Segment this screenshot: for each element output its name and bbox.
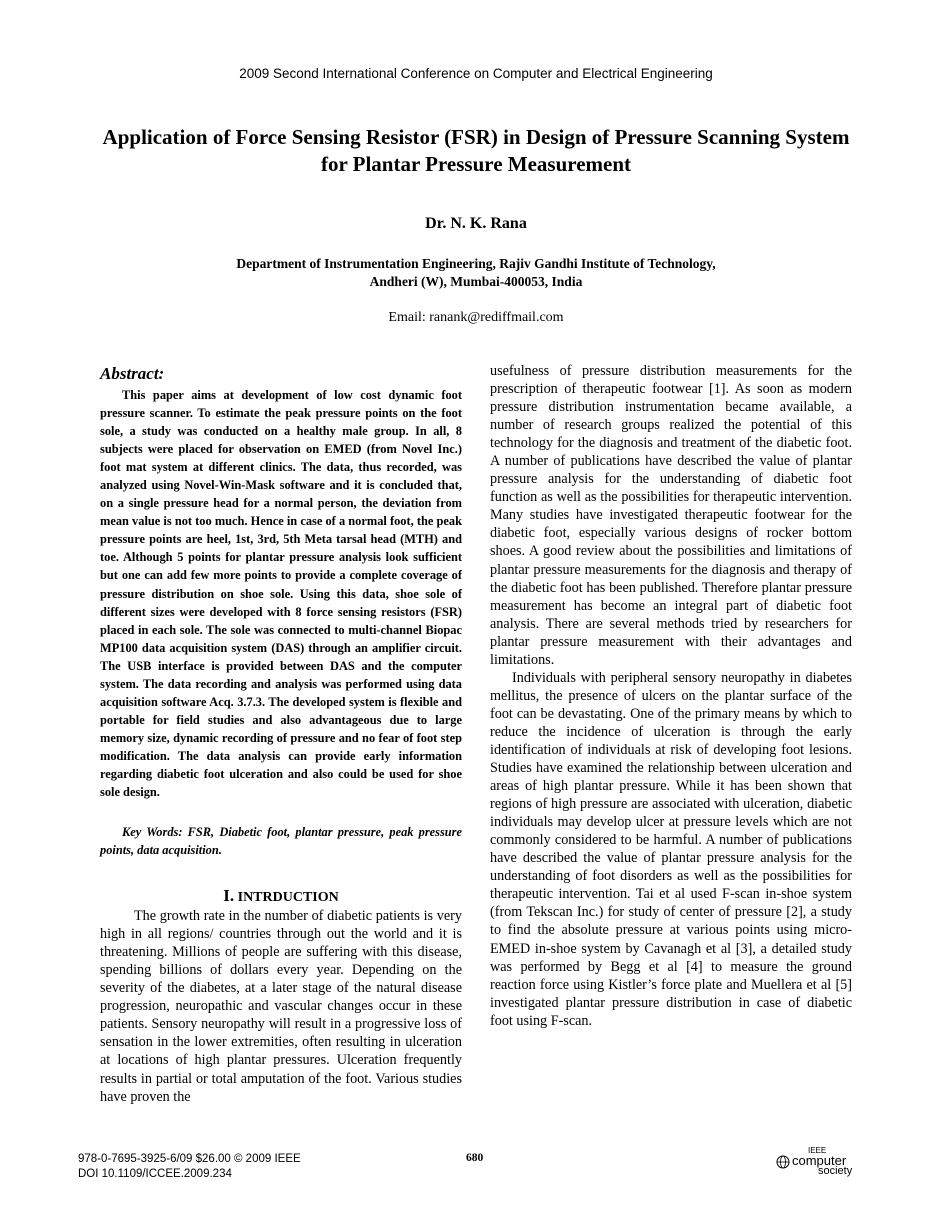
- section-numeral: I.: [223, 886, 235, 906]
- abstract-text: This paper aims at development of low cost dynamic foot pressure scanner. To estimate the peak pressure points on the foot sole, a study was conducted on a healthy male group. In all, 8 subjects were placed for observation on EMED (from Novel Inc.) foot mat system at different clinics. The data, thus recorded, was analyzed using Novel-Win-Mask software and it is concluded that, on a single pressure head for a normal person, the deviation from mean value is not too much. Hence in case of a normal foot, the peak pressure points are heel, 1st, 3rd, 5th Meta tarsal head (MTH) and toe. Although 5 points for plantar pressure analysis look sufficient but one can add few more points to provide a complete coverage of pressure distribution on shoe sole. Using this data, shoe sole of different sizes were developed with 8 force sensing resistors (FSR) placed in each sole. The sole was connected to multi-channel Biopac MP100 data acquisition system (DAS) through an amplifier circuit. The USB interface is provided between DAS and the computer system. The data recording and analysis was performed using data acquisition software Acq. 3.7.3. The developed system is flexible and portable for field studies and also advantageous due to large memory size, dynamic recording of pressure and no fear of foot step modification. The data analysis can provide early information regarding diabetic foot ulceration and also could be used for shoe sole design.: [100, 388, 462, 800]
- logo-ieee-text: IEEE: [808, 1146, 827, 1155]
- keywords: Key Words: FSR, Diabetic foot, plantar pressure, peak pressure points, data acquisition.: [100, 825, 462, 858]
- affiliation: [150, 255, 802, 291]
- left-column: [100, 364, 462, 1106]
- affiliation-line-1: Department of Instrumentation Engineering, Rajiv Gandhi Institute of Technology,: [236, 256, 716, 271]
- author-email: Email: ranank@rediffmail.com: [388, 310, 564, 325]
- footer-isbn: 978-0-7695-3925-6/09 $26.00 © 2009 IEEE: [78, 1153, 301, 1165]
- paper-title: Application of Force Sensing Resistor (FSR) in Design of Pressure Scanning System for Plantar Pressure Measurement: [102, 125, 850, 176]
- page-number: 680: [466, 1152, 484, 1164]
- right-column: [490, 362, 852, 1030]
- intro-paragraph-2: Individuals with peripheral sensory neuropathy in diabetes mellitus, the presence of ulcers on the plantar surface of the foot can be devastating. One of the primary means by which to reduce the incidence of ulceration is through the early identification of individuals at risk of developing foot lesions. Studies have examined the relationship between ulceration and areas of high plantar pressure. While it has been shown that regions of high pressure are associated with ulceration, diabetic individuals may develop ulcer at pressure levels which are not commonly considered to be harmful. A number of publications have described the value of plantar pressure analysis for the understanding of foot disorders as well as the possibilities for therapeutic intervention. Tai et al used F-scan in-shoe system (from Tekscan Inc.) for study of center of pressure [2], a study to find the absolute pressure at various points using micro-EMED in-shoe system by Cavanagh et al [3], a detailed study was performed by Begg et al [4] to measure the ground reaction force using Kistler’s force plate and Muellera et al [5] investigated plantar pressure distribution in case of diabetic foot using F-scan.: [490, 669, 852, 1029]
- logo-computer-text: computer: [792, 1153, 847, 1168]
- section-title: INTRDUCTION: [237, 890, 339, 906]
- footer-publication-info: [78, 1152, 301, 1182]
- intro-paragraph-continued: usefulness of pressure distribution measurements for the prescription of therapeutic footwear [1]. As soon as modern pressure distribution instrumentation became available, a number of research groups realized the potential of this technology for the diagnosis and treatment of the diabetic foot. A number of publications have described the value of plantar pressure analysis for the understanding of diabetic foot function as well as the possibilities for therapeutic intervention. Many studies have investigated therapeutic footwear for the diabetic foot, especially various designs of rocker bottom shoes. A good review about the possibilities and limitations of plantar pressure measurements for the diagnosis and therapy of the diabetic foot has been published. Therefore plantar pressure measurement has become an integral part of diabetic foot analysis. There are several methods tried by researchers for plantar pressure measurement with their advantages and limitations.: [490, 363, 852, 668]
- conference-header: 2009 Second International Conference on Computer and Electrical Engineering: [239, 66, 713, 81]
- logo-society-text: society: [818, 1165, 853, 1177]
- affiliation-line-2: Andheri (W), Mumbai-400053, India: [369, 274, 583, 289]
- intro-paragraph-1: The growth rate in the number of diabetic patients is very high in all regions/ countries through out the world and it is threatening. Millions of people are suffering with this disease, spending billions of dollars every year. Depending on the severity of the diabetes, at a later stage of the natural disease progression, neuropathic and vascular changes occur in these patients. Sensory neuropathy will result in a progressive loss of sensation in the lower extremities, often resulting in ulceration at locations of high plantar pressures. Ulceration frequently results in partial or total amputation of the foot. Various studies have proven the: [100, 908, 462, 1105]
- ieee-computer-society-logo: [776, 1146, 866, 1178]
- section-heading-introduction: [100, 887, 462, 907]
- abstract-heading: Abstract:: [100, 364, 165, 383]
- footer-doi: DOI 10.1109/ICCEE.2009.234: [78, 1168, 232, 1180]
- author-name: Dr. N. K. Rana: [425, 215, 527, 232]
- globe-icon: [776, 1155, 790, 1169]
